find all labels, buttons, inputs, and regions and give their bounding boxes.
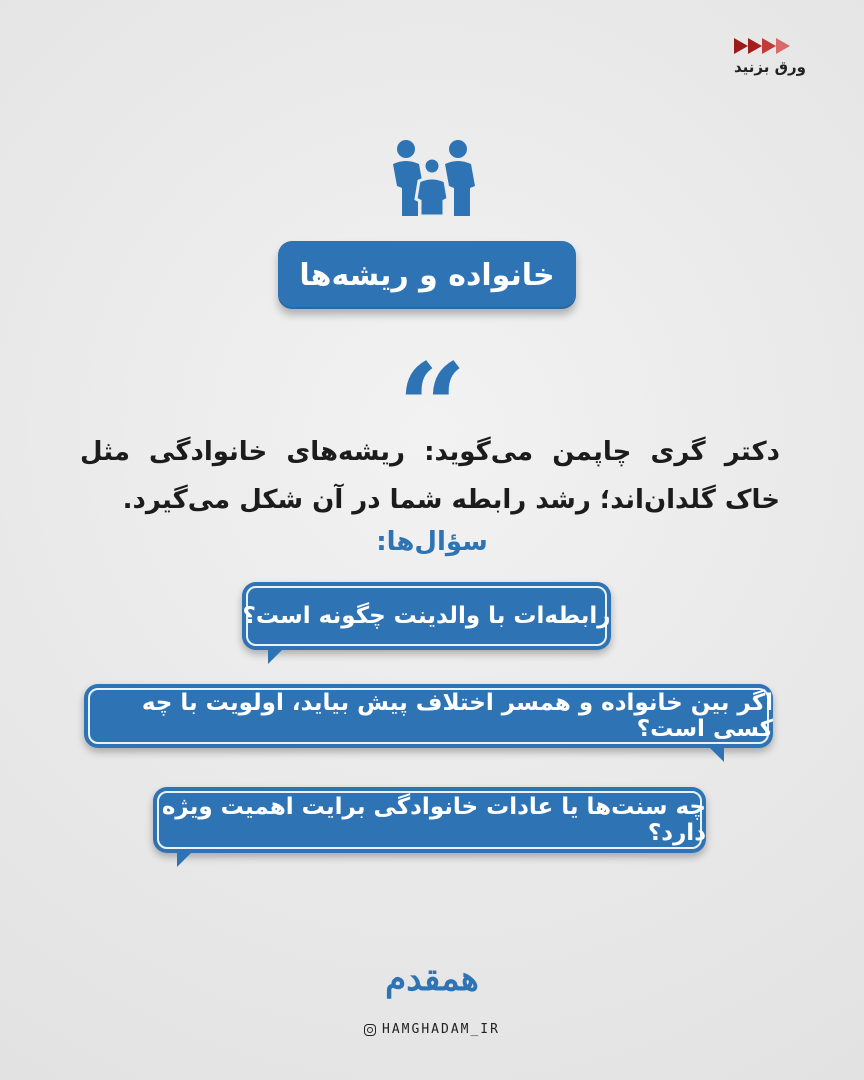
swipe-label: ورق بزنید (734, 58, 806, 76)
brand-logo (374, 952, 490, 1002)
question-text: رابطه‌ات با والدینت چگونه است؟ (242, 603, 611, 629)
swipe-hint (734, 38, 814, 76)
bubble-tail (177, 851, 193, 867)
question-bubble-2 (84, 684, 773, 748)
quote-text: دکتر گری چاپمن می‌گوید: ریشه‌های خانوادگی مثل خاک گلدان‌اند؛ رشد رابطه شما در آن شکل می‌گیرد. (80, 437, 780, 515)
handle-text: HAMGHADAM_IR (382, 1022, 500, 1037)
bubble-tail (268, 648, 284, 664)
title-text: خانواده و ریشه‌ها (299, 257, 555, 293)
question-bubble-3 (153, 787, 706, 853)
question-text: اگر بین خانواده و همسر اختلاف پیش بیاید، اولویت با چه کسی است؟ (141, 690, 773, 742)
page-title (278, 241, 576, 309)
question-text: چه سنت‌ها یا عادات خانوادگی برایت اهمیت ویژه دارد؟ (161, 794, 706, 846)
bubble-tail (708, 746, 724, 762)
family-icon (388, 138, 476, 216)
question-bubble-1 (242, 582, 611, 650)
instagram-icon (364, 1024, 376, 1036)
questions-heading: سؤال‌ها: (376, 527, 488, 557)
quote-mark-icon: “ (397, 337, 467, 478)
social-handle (340, 1022, 524, 1037)
double-arrow-icon (734, 38, 790, 54)
brand-logo-text: همقدم (385, 959, 479, 999)
